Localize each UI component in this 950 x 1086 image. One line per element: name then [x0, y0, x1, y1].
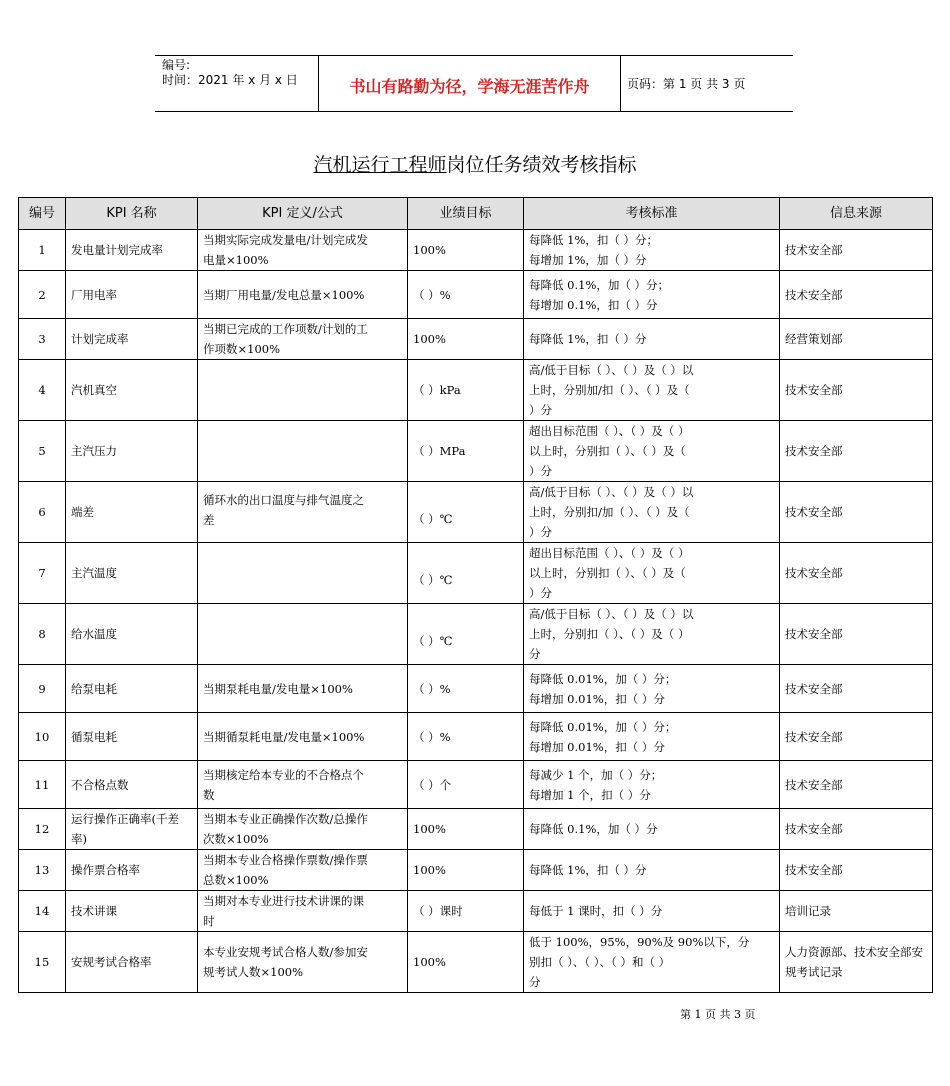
cell-definition: 当期循泵耗电量/发电量×100% — [198, 713, 408, 761]
doc-number-label: 编号: — [162, 58, 191, 72]
cell-name: 端差 — [66, 482, 198, 543]
cell-standard: 每降低 1%，扣（ ）分； 每增加 1%，加（ ）分 — [524, 230, 780, 271]
table-row — [19, 809, 933, 850]
cell-goal: （ ）个 — [408, 761, 524, 809]
cell-no: 1 — [19, 230, 66, 271]
cell-no: 7 — [19, 543, 66, 604]
cell-name: 汽机真空 — [66, 360, 198, 421]
table-row — [19, 271, 933, 319]
cell-goal: （ ）% — [408, 713, 524, 761]
cell-name: 给水温度 — [66, 604, 198, 665]
cell-name: 操作票合格率 — [66, 850, 198, 891]
col-header-name: KPI 名称 — [66, 198, 198, 230]
cell-definition: 当期本专业合格操作票数/操作票 总数×100% — [198, 850, 408, 891]
cell-source: 经营策划部 — [780, 319, 933, 360]
cell-no: 15 — [19, 932, 66, 993]
cell-name: 运行操作正确率(千差率) — [66, 809, 198, 850]
cell-source: 技术安全部 — [780, 665, 933, 713]
header-meta — [155, 56, 319, 111]
cell-goal: 100% — [408, 932, 524, 993]
cell-name: 技术讲课 — [66, 891, 198, 932]
col-header-definition: KPI 定义/公式 — [198, 198, 408, 230]
cell-no: 4 — [19, 360, 66, 421]
cell-name: 计划完成率 — [66, 319, 198, 360]
cell-goal: （ ）℃ — [408, 543, 524, 604]
cell-standard: 每降低 1%，扣（ ）分 — [524, 850, 780, 891]
title-underlined: 汽机运行工程师 — [313, 154, 447, 176]
cell-source: 技术安全部 — [780, 713, 933, 761]
table-row — [19, 543, 933, 604]
cell-goal: 100% — [408, 850, 524, 891]
col-header-goal: 业绩目标 — [408, 198, 524, 230]
cell-no: 3 — [19, 319, 66, 360]
cell-source: 人力资源部、技术安全部安规考试记录 — [780, 932, 933, 993]
cell-no: 6 — [19, 482, 66, 543]
header-motto: 书山有路勤为径，学海无涯苦作舟 — [319, 56, 621, 111]
cell-definition: 当期实际完成发量电/计划完成发 电量×100% — [198, 230, 408, 271]
cell-goal: （ ）课时 — [408, 891, 524, 932]
cell-source: 技术安全部 — [780, 482, 933, 543]
cell-goal: （ ）℃ — [408, 482, 524, 543]
cell-name: 不合格点数 — [66, 761, 198, 809]
cell-standard: 超出目标范围（ ）、（ ）及（ ） 以上时，分别扣（ ）、（ ）及（ ）分 — [524, 421, 780, 482]
cell-source: 技术安全部 — [780, 761, 933, 809]
col-header-no: 编号 — [19, 198, 66, 230]
table-row — [19, 713, 933, 761]
cell-source: 技术安全部 — [780, 604, 933, 665]
col-header-source: 信息来源 — [780, 198, 933, 230]
cell-standard: 每低于 1 课时，扣（ ）分 — [524, 891, 780, 932]
cell-standard: 每降低 0.1%，加（ ）分； 每增加 0.1%，扣（ ）分 — [524, 271, 780, 319]
cell-standard: 超出目标范围（ ）、（ ）及（ ） 以上时，分别扣（ ）、（ ）及（ ）分 — [524, 543, 780, 604]
cell-definition: 当期厂用电量/发电总量×100% — [198, 271, 408, 319]
cell-goal: （ ）MPa — [408, 421, 524, 482]
doc-time-label: 时间：2021 年 x 月 x 日 — [162, 73, 298, 87]
table-row — [19, 360, 933, 421]
cell-standard: 高/低于目标（ ）、（ ）及（ ）以 上时，分别加/扣（ ）、（ ）及（ ）分 — [524, 360, 780, 421]
cell-source: 技术安全部 — [780, 230, 933, 271]
cell-name: 主汽温度 — [66, 543, 198, 604]
cell-no: 5 — [19, 421, 66, 482]
cell-source: 技术安全部 — [780, 850, 933, 891]
table-row — [19, 604, 933, 665]
kpi-table — [18, 197, 933, 993]
cell-no: 11 — [19, 761, 66, 809]
cell-definition: 当期泵耗电量/发电量×100% — [198, 665, 408, 713]
cell-standard: 每减少 1 个，加（ ）分； 每增加 1 个，扣（ ）分 — [524, 761, 780, 809]
table-row — [19, 932, 933, 993]
cell-definition: 循环水的出口温度与排气温度之 差 — [198, 482, 408, 543]
cell-source: 技术安全部 — [780, 809, 933, 850]
document-header — [155, 55, 793, 112]
cell-no: 10 — [19, 713, 66, 761]
cell-standard: 低于 100%，95%，90%及 90%以下，分 别扣（ ）、（ ）、（ ）和（ ） 分 — [524, 932, 780, 993]
cell-definition — [198, 604, 408, 665]
cell-name: 安规考试合格率 — [66, 932, 198, 993]
cell-goal: （ ）% — [408, 665, 524, 713]
cell-source: 技术安全部 — [780, 271, 933, 319]
table-row — [19, 850, 933, 891]
cell-no: 2 — [19, 271, 66, 319]
table-row — [19, 891, 933, 932]
cell-definition: 当期核定给本专业的不合格点个 数 — [198, 761, 408, 809]
cell-definition — [198, 543, 408, 604]
cell-standard: 高/低于目标（ ）、（ ）及（ ）以 上时，分别扣/加（ ）、（ ）及（ ）分 — [524, 482, 780, 543]
cell-no: 12 — [19, 809, 66, 850]
cell-name: 发电量计划完成率 — [66, 230, 198, 271]
cell-definition — [198, 360, 408, 421]
cell-standard: 每降低 0.01%，加（ ）分； 每增加 0.01%，扣（ ）分 — [524, 713, 780, 761]
cell-standard: 每降低 0.01%，加（ ）分； 每增加 0.01%，扣（ ）分 — [524, 665, 780, 713]
cell-name: 主汽压力 — [66, 421, 198, 482]
cell-goal: 100% — [408, 319, 524, 360]
table-row — [19, 665, 933, 713]
cell-goal: （ ）% — [408, 271, 524, 319]
cell-source: 技术安全部 — [780, 421, 933, 482]
cell-definition: 当期已完成的工作项数/计划的工 作项数×100% — [198, 319, 408, 360]
cell-name: 厂用电率 — [66, 271, 198, 319]
cell-definition: 当期对本专业进行技术讲课的课 时 — [198, 891, 408, 932]
cell-source: 培训记录 — [780, 891, 933, 932]
cell-definition — [198, 421, 408, 482]
cell-goal: 100% — [408, 809, 524, 850]
cell-goal: （ ）℃ — [408, 604, 524, 665]
cell-name: 循泵电耗 — [66, 713, 198, 761]
cell-no: 14 — [19, 891, 66, 932]
table-row — [19, 761, 933, 809]
cell-standard: 每降低 1%，扣（ ）分 — [524, 319, 780, 360]
cell-no: 8 — [19, 604, 66, 665]
cell-no: 13 — [19, 850, 66, 891]
cell-no: 9 — [19, 665, 66, 713]
cell-source: 技术安全部 — [780, 543, 933, 604]
table-row — [19, 482, 933, 543]
cell-standard: 每降低 0.1%，加（ ）分 — [524, 809, 780, 850]
cell-definition: 本专业安规考试合格人数/参加安 规考试人数×100% — [198, 932, 408, 993]
page-title — [0, 150, 950, 177]
col-header-standard: 考核标准 — [524, 198, 780, 230]
cell-standard: 高/低于目标（ ）、（ ）及（ ）以 上时，分别扣（ ）、（ ）及（ ） 分 — [524, 604, 780, 665]
table-row — [19, 421, 933, 482]
cell-name: 给泵电耗 — [66, 665, 198, 713]
cell-definition: 当期本专业正确操作次数/总操作 次数×100% — [198, 809, 408, 850]
cell-source: 技术安全部 — [780, 360, 933, 421]
cell-goal: （ ）kPa — [408, 360, 524, 421]
table-row — [19, 230, 933, 271]
cell-goal: 100% — [408, 230, 524, 271]
header-page-info: 页码：第 1 页 共 3 页 — [627, 77, 746, 91]
page-footer: 第 1 页 共 3 页 — [680, 1008, 756, 1021]
table-header-row — [19, 198, 933, 230]
table-row — [19, 319, 933, 360]
title-rest: 岗位任务绩效考核指标 — [446, 154, 637, 176]
